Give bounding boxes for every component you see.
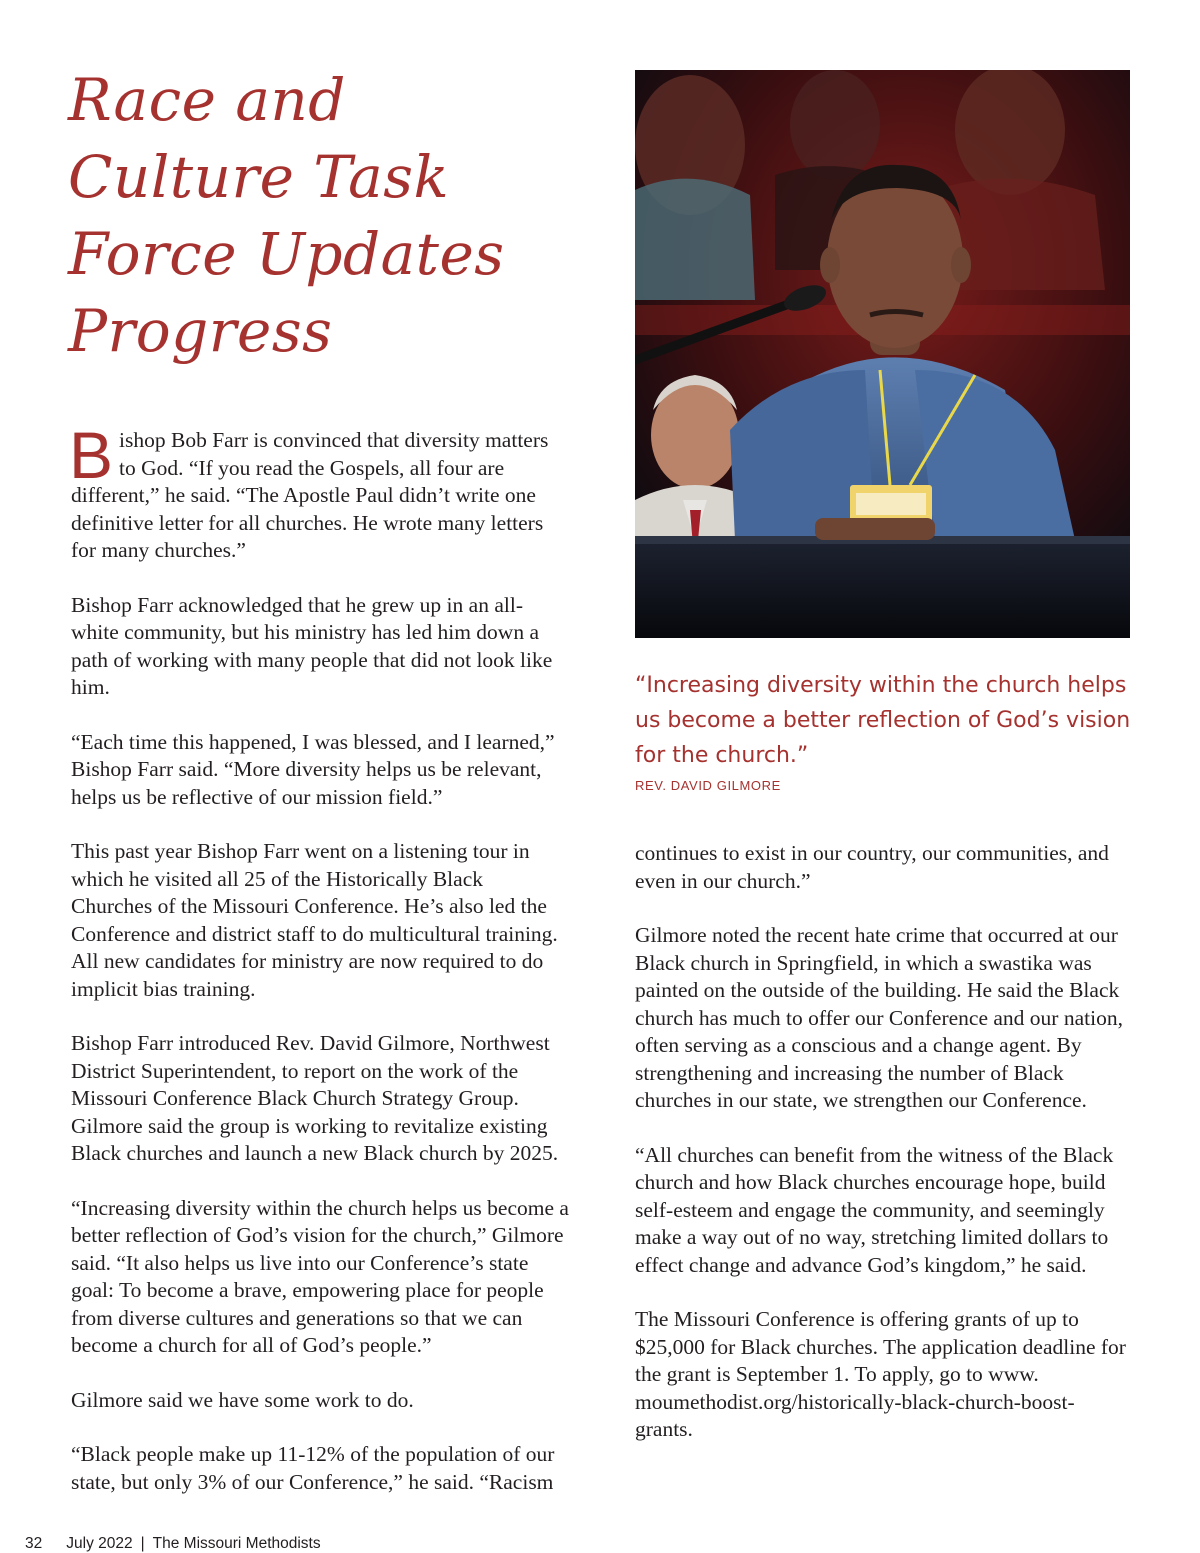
article-paragraph: “Black people make up 11-12% of the population of our state, but only 3% of our Conference,” he said. “Racism bbox=[71, 1442, 555, 1494]
drop-cap: B bbox=[69, 418, 114, 492]
page-footer bbox=[25, 1535, 321, 1553]
pull-quote-attribution: REV. DAVID GILMORE bbox=[635, 778, 781, 793]
speaker-photo bbox=[635, 70, 1130, 638]
page-number: 32 bbox=[25, 1535, 43, 1552]
article-paragraph-1 bbox=[69, 418, 569, 565]
issue-date: July 2022 bbox=[66, 1535, 133, 1552]
article-paragraph: Bishop Farr acknowledged that he grew up in an all-white community, but his ministry has led him down a path of working with many people that did not look like him. bbox=[71, 592, 553, 699]
left-text-column bbox=[69, 418, 569, 1523]
article-paragraph-1-text: ishop Bob Farr is convinced that diversity matters to God. “If you read the Gospels, all four are different,” he said. “The Apostle Paul didn’t write one definitive letter for all churches. He wrote many letters for many churches.” bbox=[71, 428, 549, 562]
pull-quote: “Increasing diversity within the church helps us become a better reflection of God’s vision for the church.” bbox=[635, 673, 1131, 768]
article-paragraph: Gilmore said we have some work to do. bbox=[71, 1387, 414, 1412]
article-paragraph: continues to exist in our country, our communities, and even in our church.” bbox=[635, 841, 1109, 893]
article-paragraph: This past year Bishop Farr went on a listening tour in which he visited all 25 of the Historically Black Churches of the Missouri Conference. He’s also led the Conference and district staff to do multicultural training. All new candidates for ministry are now required to do implicit bias training. bbox=[71, 839, 558, 1001]
footer-separator: | bbox=[140, 1535, 145, 1552]
publication-name: The Missouri Methodists bbox=[152, 1535, 321, 1552]
article-paragraph: “Increasing diversity within the church helps us become a better reflection of God’s vision for the church,” Gilmore said. “It also helps us live into our Conference’s state goal: To become a brave, empowering place for people from diverse cultures and generations so that we can become a church for all of God’s people.” bbox=[71, 1195, 569, 1357]
right-text-column bbox=[635, 840, 1127, 1471]
article-paragraph: “All churches can benefit from the witness of the Black church and how Black churches encourage hope, build self-esteem and engage the community, and seemingly make a way out of no way, stretching limited dollars to effect change and advance God’s kingdom,” he said. bbox=[635, 1142, 1114, 1277]
article-paragraph: Bishop Farr introduced Rev. David Gilmore, Northwest District Superintendent, to report on the work of the Missouri Conference Black Church Strategy Group. Gilmore said the group is working to revitalize existing Black churches and launch a new Black church by 2025. bbox=[71, 1031, 559, 1165]
article-paragraph: “Each time this happened, I was blessed, and I learned,” Bishop Farr said. “More diversity helps us be relevant, helps us be reflective of our mission field.” bbox=[71, 729, 555, 809]
speaker-photo-illustration bbox=[635, 70, 1130, 638]
article-headline: Race and Culture Task Force Updates Progress bbox=[68, 66, 505, 365]
article-paragraph: The Missouri Conference is offering grants of up to $25,000 for Black churches. The application deadline for the grant is September 1. To apply, go to www. moumethodist.org/historically-black-church-boost-grants. bbox=[635, 1307, 1126, 1441]
article-paragraph: Gilmore noted the recent hate crime that occurred at our Black church in Springfield, in which a swastika was painted on the outside of the building. He said the Black church has much to offer our Conference and our nation, often serving as a conscious and a change agent. By strengthening and increasing the number of Black churches in our state, we strengthen our Conference. bbox=[635, 923, 1123, 1112]
